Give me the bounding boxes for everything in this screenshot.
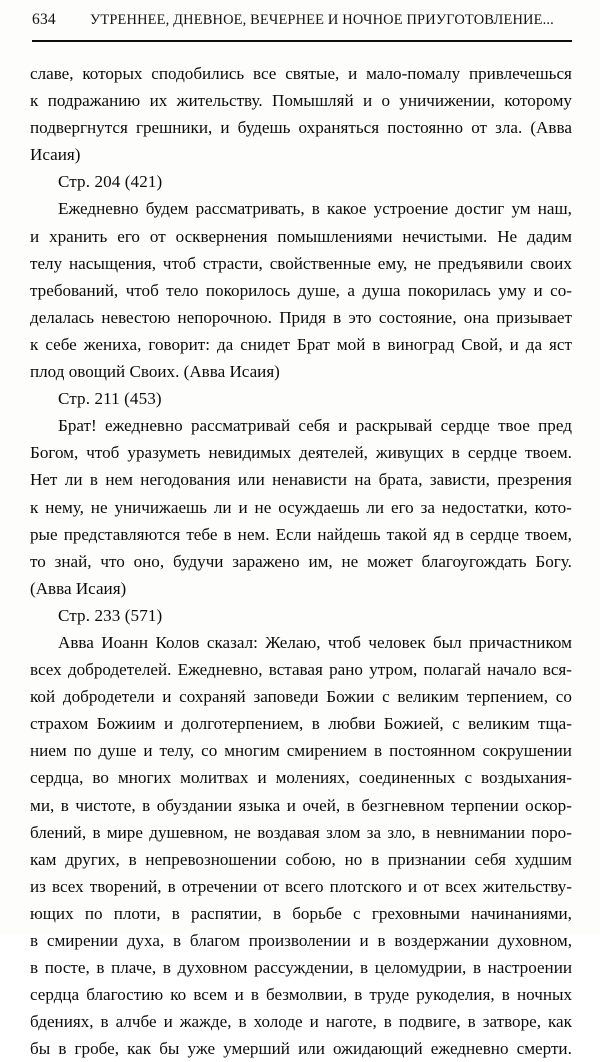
- text-line: из всех творений, в отречении от всего плотского и от всех жительству-: [30, 876, 572, 896]
- text-line: к нему, не уничижаешь ли и не осуждаешь ли его за недостатки, кото-: [30, 497, 572, 517]
- text-line: кой добродетели и сохраняй заповеди Божии с великим терпением, со: [30, 687, 572, 707]
- text-line: плод овощий Своих. (Авва Исаия): [30, 362, 280, 382]
- source-reference: Стр. 204 (421): [58, 172, 163, 192]
- text-line: телу насыщения, чтоб страсти, свойственные ему, не предъявили своих: [30, 253, 572, 273]
- source-reference: Стр. 211 (453): [58, 389, 162, 409]
- header-rule: [32, 40, 572, 42]
- text-line: и хранить его от осквернения помышлениями нечистыми. Не дадим: [30, 226, 572, 246]
- text-line: кам других, в непревозношении собою, но в признании себя худшим: [30, 849, 572, 869]
- text-line: к подражанию их жительству. Помышляй и о уничижении, которому: [30, 91, 572, 111]
- text-line: бдениях, в алчбе и жажде, в холоде и наготе, в подвиге, в затворе, как: [30, 1012, 572, 1032]
- text-line: Богом, чтоб уразуметь невидимых деятелей, живущих в сердце твоем.: [30, 443, 572, 463]
- text-line: славе, которых сподобились все святые, и мало-помалу привлечешься: [30, 64, 572, 83]
- text-line: блений, в мире душевном, не воздавая злом за зло, в невнимании поро-: [30, 822, 572, 842]
- text-line: подвергнутся грешники, и будешь охраняться постоянно от зла. (Авва: [30, 118, 572, 138]
- text-line: к себе жениха, говорит: да снидет Брат мой в виноград Свой, и да яст: [30, 334, 572, 354]
- text-line: ми, в чистоте, в обуздании языка и очей, в безгневном терпении оскор-: [30, 795, 572, 815]
- text-line: рые представляются тебе в нем. Если найдешь такой яд в сердце твоем,: [30, 524, 572, 544]
- text-line: в смирении духа, в благом произволении и в воздержании духовном,: [30, 931, 572, 950]
- text-line: делалась невестою непорочною. Придя в это состояние, она призывает: [30, 307, 572, 327]
- text-block: [30, 60, 572, 1062]
- text-line: страхом Божиим и долготерпением, в любви Божией, с великим тща-: [30, 714, 572, 734]
- running-head: [32, 11, 572, 37]
- running-head-title: УТРЕННЕЕ, ДНЕВНОЕ, ВЕЧЕРНЕЕ И НОЧНОЕ ПРИУГОТОВЛЕНИЕ...: [90, 12, 554, 28]
- text-line: ющих по плоти, в распятии, в борьбе с греховными начинаниями,: [30, 903, 572, 923]
- page-number: 634: [32, 11, 56, 28]
- text-line: Авва Иоанн Колов сказал: Желаю, чтоб человек был причастником: [58, 632, 572, 652]
- source-reference: Стр. 233 (571): [58, 605, 163, 625]
- text-line: требований, чтоб тело покорилось душе, а душа покорилась уму и со-: [30, 280, 572, 300]
- text-line: сердца благостию ко всем и в безмолвии, в труде рукоделия, в ночных: [30, 985, 572, 1005]
- text-line: (Авва Исаия): [30, 578, 127, 598]
- text-line: всех добродетелей. Ежедневно, вставая рано утром, полагай начало вся-: [30, 660, 572, 680]
- text-line: то знай, что оно, будучи заражено им, не может благоугождать Богу.: [30, 551, 572, 571]
- text-line: Исаия): [30, 145, 81, 165]
- text-line: бы в гробе, как бы уже умерший или ожидающий ежедневно смерти.: [30, 1039, 572, 1059]
- text-line: в посте, в плаче, в духовном рассуждении, в целомудрии, в настроении: [30, 958, 572, 978]
- text-line: Брат! ежедневно рассматривай себя и раскрывай сердце твое пред: [58, 416, 572, 436]
- text-line: Нет ли в нем негодования или ненависти на брата, зависти, презрения: [30, 470, 572, 490]
- text-line: нием по душе и телу, со многим смирением в постоянном сокрушении: [30, 741, 572, 761]
- text-line: Ежедневно будем рассматривать, в какое устроение достиг ум наш,: [58, 199, 572, 219]
- text-line: сердца, во многих молитвах и молениях, соединенных с воздыхания-: [30, 768, 572, 788]
